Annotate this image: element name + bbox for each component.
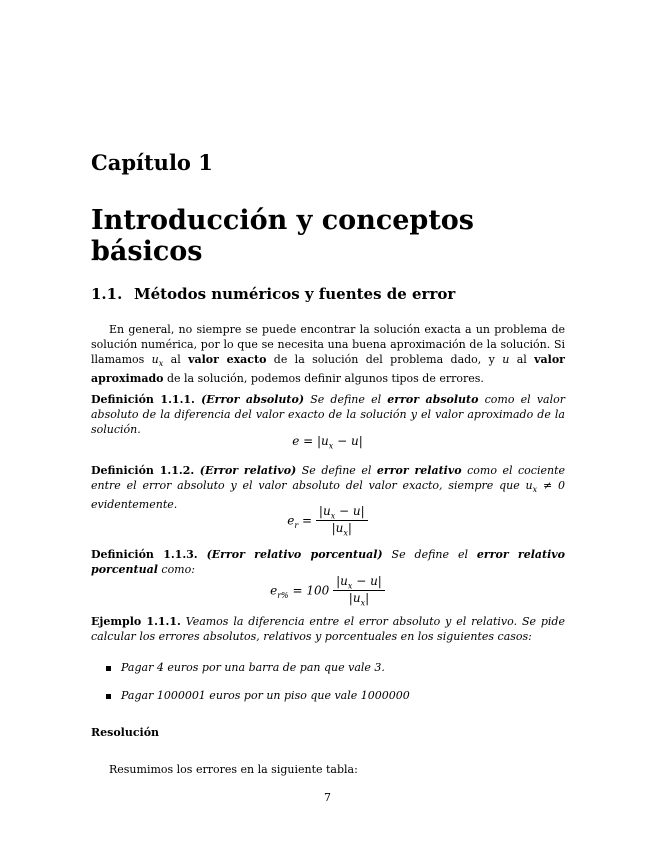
definition-error-relativo: Definición 1.1.2. (Error relativo) Se define el error relativo como el cociente entre el error absoluto y el valor absoluto del valor exacto, siempre que $u_x \ne 0$ evidentemente.	[91, 464, 566, 512]
definition-heading: Definición 1.1.3.	[91, 548, 198, 561]
example-heading: Ejemplo 1.1.1.	[91, 615, 181, 628]
bullet-icon	[106, 694, 111, 699]
list-item: Pagar 1000001 euros por un piso que vale 1000000	[106, 689, 410, 702]
list-item: Pagar 4 euros por una barra de pan que vale 3.	[106, 661, 385, 674]
definition-heading: Definición 1.1.2.	[91, 464, 195, 477]
resolution-heading: Resolución	[91, 726, 160, 739]
chapter-title: Introducción y conceptos básicos	[91, 205, 474, 267]
section-title: Métodos numéricos y fuentes de error	[134, 285, 456, 303]
definition-error-relativo-porcentual: Definición 1.1.3. (Error relativo porcentual) Se define el error relativo porcentual como:	[91, 548, 565, 576]
definition-heading: Definición 1.1.1.	[91, 393, 195, 406]
equation-error-relativo-porcentual: $e_{r\%} = 100$ $\frac{|u_x - u|}{|u_x|}$	[0, 574, 655, 608]
term-valor-exacto: valor exacto	[188, 353, 267, 366]
intro-paragraph: En general, no siempre se puede encontrar la solución exacta a un problema de solución numérica, por lo que se necesita una buena aproximación de la solución. Si llamamos $u_x$ al valor exacto de la solución del problema dado, y u al valor aproximado de la solución, podemos definir algunos tipos de errores.	[91, 323, 565, 386]
resolution-text: Resumimos los errores en la siguiente tabla:	[109, 763, 358, 776]
fraction: $\frac{|u_x - u|}{|u_x|}$	[316, 504, 368, 538]
example-paragraph: Ejemplo 1.1.1. Veamos la diferencia entre el error absoluto y el relativo. Se pide calcular los errores absolutos, relativos y porcentuales en los siguientes casos:	[91, 615, 565, 643]
section-number: 1.1.	[91, 285, 123, 303]
term-valor-aproximado: valor aproximado	[91, 353, 565, 386]
chapter-label: Capítulo 1	[91, 150, 213, 175]
equation-error-relativo: $e_r$ = $\frac{|u_x - u|}{|u_x|}$	[0, 504, 655, 538]
page-number: 7	[324, 791, 331, 804]
fraction: $\frac{|u_x - u|}{|u_x|}$	[333, 574, 385, 608]
section-heading	[91, 285, 565, 303]
equation-error-absoluto: $e = |u_x - u|$	[292, 434, 363, 451]
bullet-icon	[106, 666, 111, 671]
definition-error-absoluto: Definición 1.1.1. (Error absoluto) Se define el error absoluto como el valor absoluto de la diferencia del valor exacto de la solución y el valor aproximado de la solución.	[91, 393, 566, 436]
